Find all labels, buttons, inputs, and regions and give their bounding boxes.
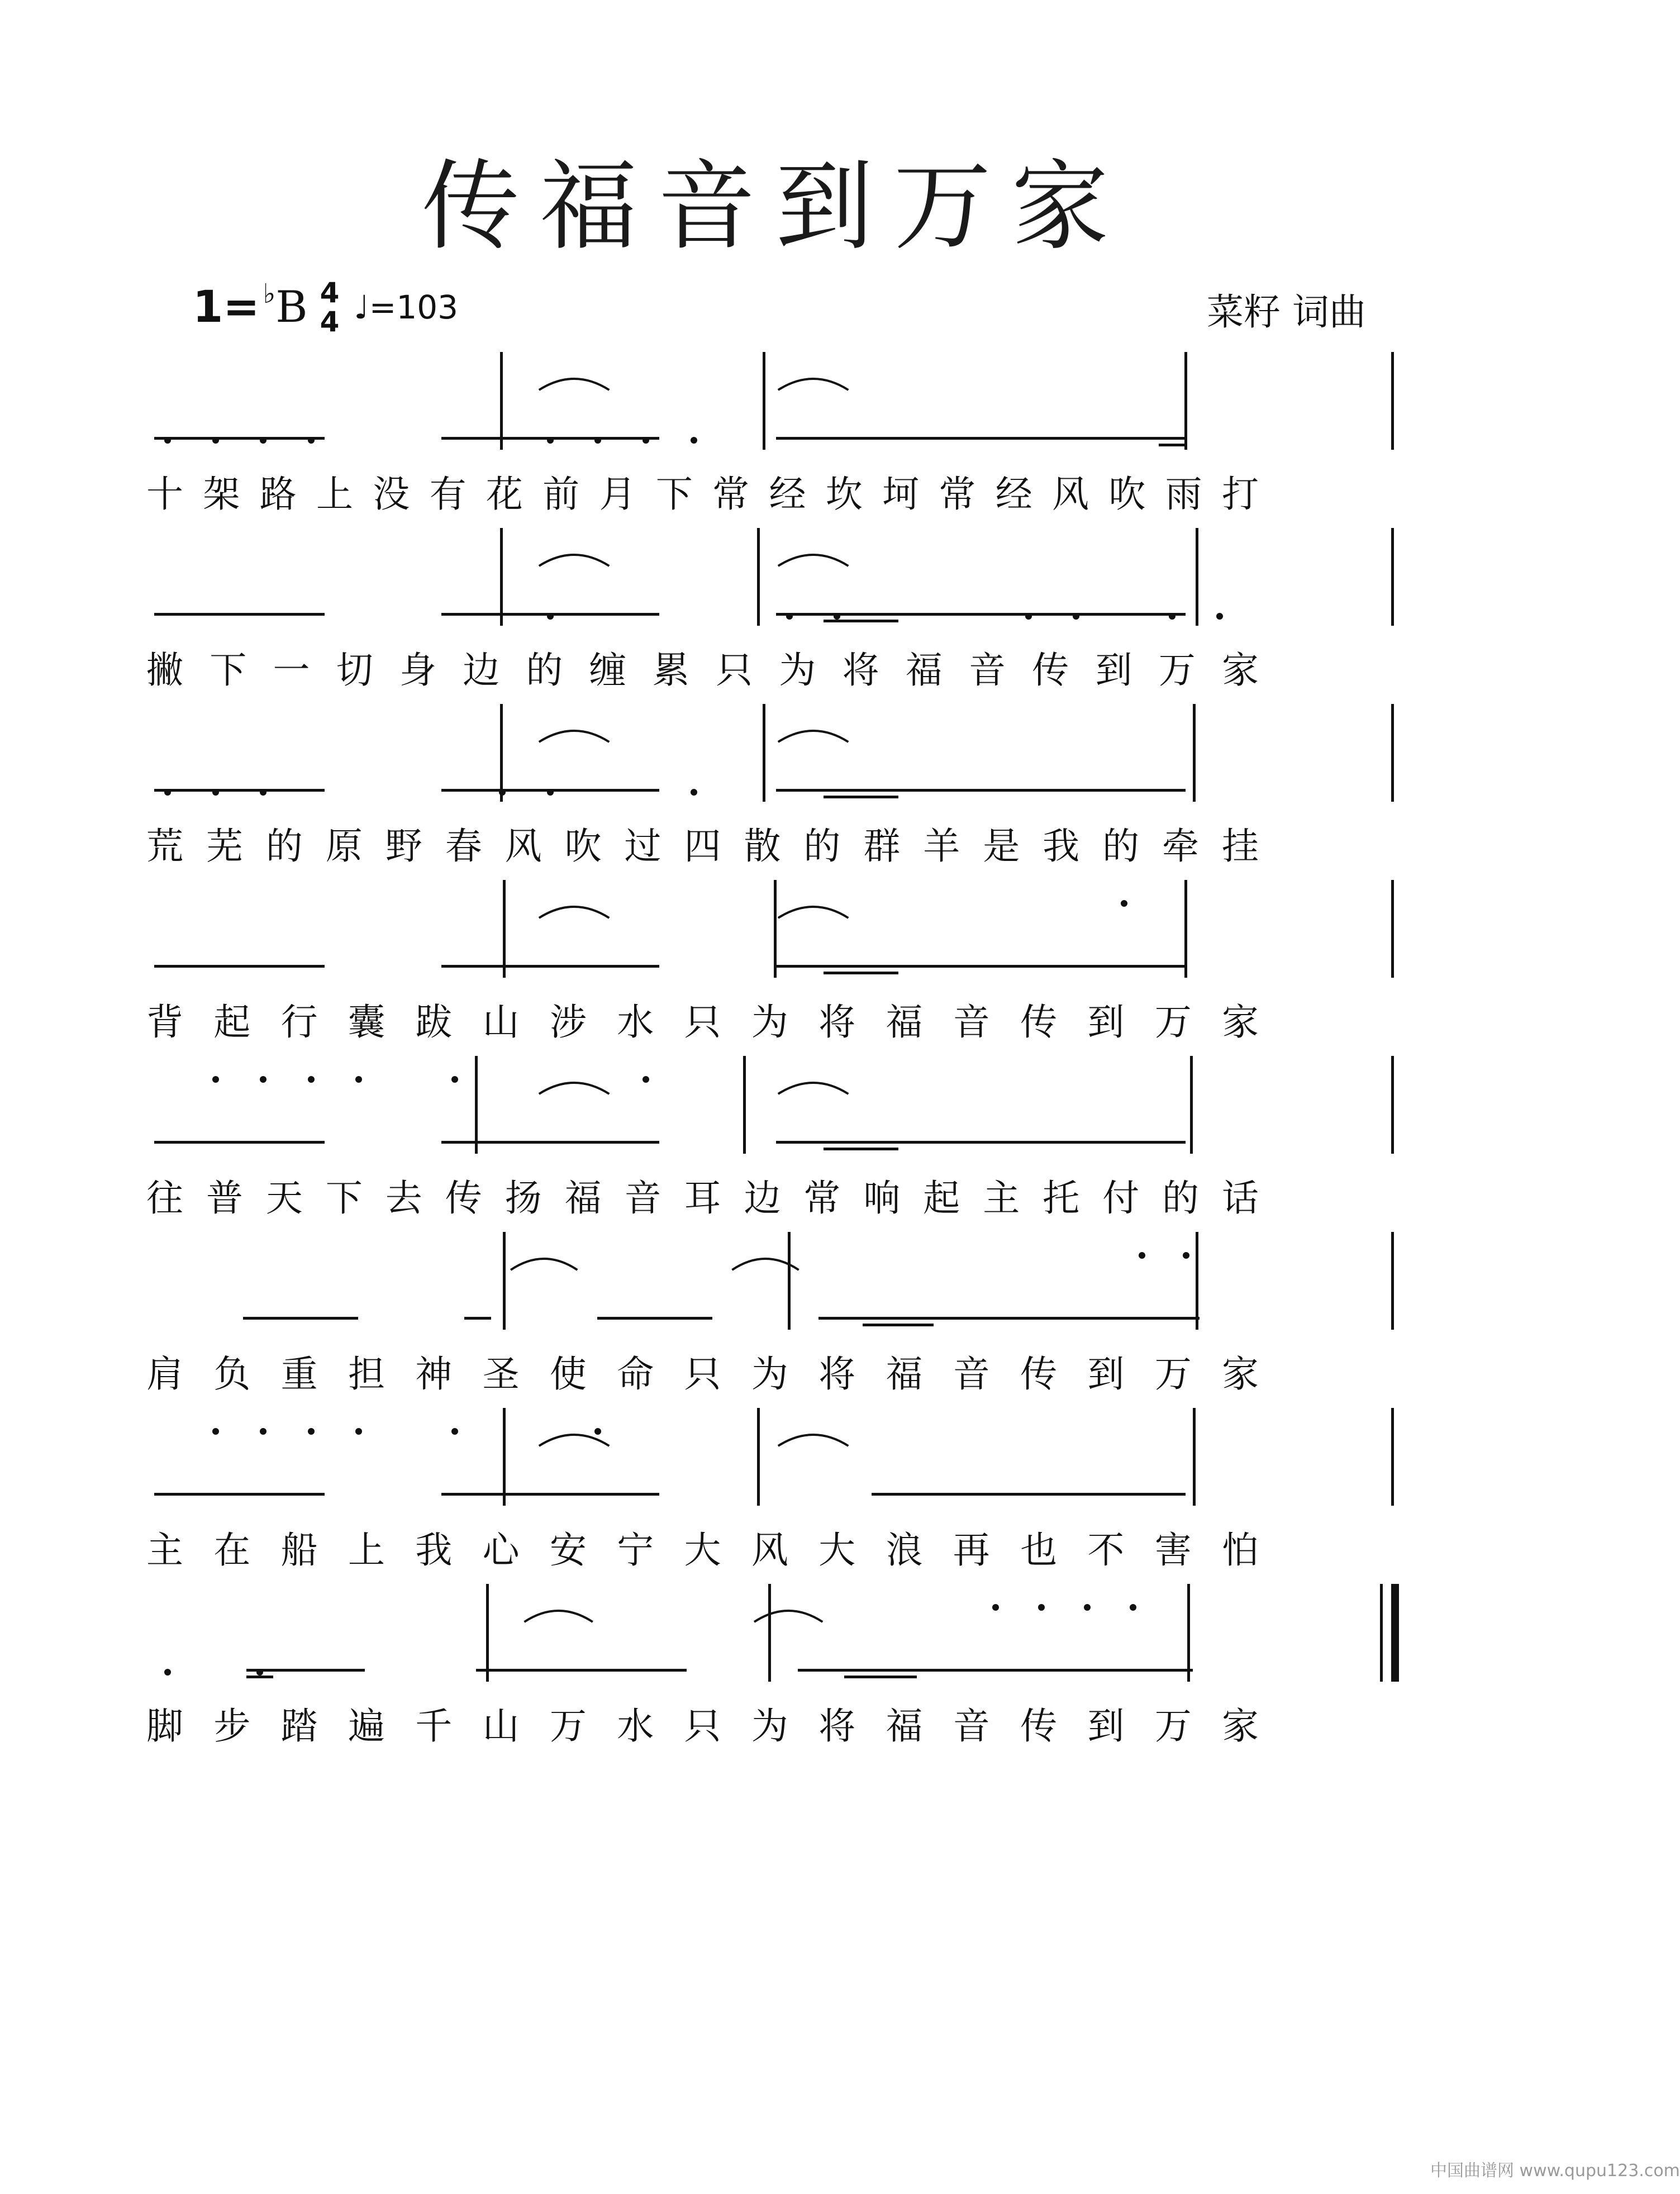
- lyric-char: 散: [744, 825, 781, 868]
- tempo-mark: ♩=103: [354, 288, 459, 326]
- time-signature: [320, 278, 340, 336]
- beam-underline-2: [824, 620, 898, 622]
- beam-underline: [776, 789, 1186, 792]
- lyric-char: 水: [617, 1705, 654, 1748]
- lyric-char: 四: [684, 825, 721, 868]
- lyric-char: 牵: [1162, 825, 1200, 868]
- lyric-char: 野: [385, 825, 422, 868]
- lyric-char: 风: [505, 825, 542, 868]
- low-octave-dot: [691, 437, 697, 444]
- lyric-char: 主: [146, 1529, 183, 1572]
- lyric-char: 山: [482, 1001, 520, 1044]
- slur: [778, 1435, 849, 1446]
- lyric-char: 我: [415, 1529, 453, 1572]
- key-label: 1=: [193, 282, 260, 332]
- low-octave-dot: [1216, 613, 1223, 620]
- lyric-char: 去: [385, 1177, 422, 1220]
- low-octave-dot: [164, 1669, 171, 1676]
- beam-underline: [246, 1669, 365, 1672]
- lyric-char: 托: [1043, 1177, 1080, 1220]
- beam-underline: [597, 1317, 713, 1320]
- lyric-char: 跋: [415, 1001, 453, 1044]
- lyric-char: 起: [213, 1001, 251, 1044]
- slur-marks: [0, 890, 1551, 924]
- lyric-char: 命: [617, 1353, 654, 1396]
- lyric-char: 传: [1032, 649, 1069, 692]
- lyric-char: 福: [564, 1177, 602, 1220]
- note-row: [0, 555, 1551, 639]
- lyric-char: 雨: [1165, 473, 1202, 516]
- lyric-char: 切: [336, 649, 373, 692]
- lyric-char: 往: [146, 1177, 183, 1220]
- song-title: 传福音到万家: [422, 150, 1129, 264]
- lyric-char: 福: [886, 1353, 923, 1396]
- slur-marks: [0, 1066, 1551, 1100]
- lyric-char: 大: [684, 1529, 721, 1572]
- lyric-char: 万: [1154, 1353, 1192, 1396]
- beam-underline: [818, 1317, 1200, 1320]
- beam-underline-2: [824, 1148, 898, 1150]
- lyric-char: 上: [316, 473, 353, 516]
- beam-underline-2: [824, 972, 898, 974]
- lyric-char: 天: [265, 1177, 303, 1220]
- lyric-char: 再: [953, 1529, 990, 1572]
- lyric-char: 传: [1020, 1353, 1058, 1396]
- beam-underline: [798, 1669, 1192, 1672]
- score-line: [0, 358, 1551, 525]
- lyric-char: 福: [886, 1001, 923, 1044]
- slur: [778, 731, 849, 742]
- lyric-char: 到: [1087, 1001, 1125, 1044]
- lyric-char: 将: [818, 1001, 856, 1044]
- lyric-char: 心: [482, 1529, 520, 1572]
- lyric-char: 负: [213, 1353, 251, 1396]
- lyric-char: 山: [482, 1705, 520, 1748]
- lyric-char: 边: [744, 1177, 781, 1220]
- lyric-char: 常: [939, 473, 976, 516]
- lyric-char: 的: [265, 825, 303, 868]
- lyric-char: 为: [779, 649, 816, 692]
- lyric-char: 只: [684, 1001, 721, 1044]
- slur: [778, 555, 849, 566]
- lyric-char: 涉: [549, 1001, 587, 1044]
- lyric-char: 宁: [617, 1529, 654, 1572]
- time-top: 4: [320, 277, 340, 309]
- note-row: [0, 1083, 1551, 1167]
- lyric-char: 将: [818, 1705, 856, 1748]
- lyric-char: 浪: [886, 1529, 923, 1572]
- beam-underline: [154, 789, 325, 792]
- lyric-char: 吹: [564, 825, 602, 868]
- lyric-char: 是: [983, 825, 1020, 868]
- note-row: [0, 379, 1551, 463]
- slur: [539, 555, 610, 566]
- lyric-char: 上: [348, 1529, 385, 1572]
- score-line: [0, 1589, 1551, 1757]
- lyric-char: 在: [213, 1529, 251, 1572]
- note-row: [0, 907, 1551, 991]
- lyric-char: 千: [415, 1705, 453, 1748]
- slur: [539, 1083, 610, 1094]
- lyric-char: 遍: [348, 1705, 385, 1748]
- lyric-char: 坷: [882, 473, 920, 516]
- lyric-char: 将: [842, 649, 879, 692]
- lyric-char: 踏: [280, 1705, 318, 1748]
- lyric-char: 羊: [923, 825, 960, 868]
- beam-underline: [154, 437, 325, 440]
- key-name: B: [275, 282, 308, 332]
- score-line: [0, 1414, 1551, 1581]
- lyric-char: 到: [1087, 1353, 1125, 1396]
- slur: [778, 1083, 849, 1094]
- lyric-char: 为: [751, 1705, 788, 1748]
- lyric-char: 前: [542, 473, 580, 516]
- lyric-char: 普: [206, 1177, 243, 1220]
- beam-underline: [776, 965, 1186, 968]
- slur-marks: [0, 1242, 1551, 1276]
- score-line: [0, 1062, 1551, 1229]
- lyric-char: 原: [325, 825, 363, 868]
- lyric-char: 万: [549, 1705, 587, 1748]
- lyric-char: 吹: [1108, 473, 1146, 516]
- lyric-char: 到: [1095, 649, 1132, 692]
- lyric-char: 家: [1222, 1353, 1259, 1396]
- lyric-char: 传: [1020, 1705, 1058, 1748]
- lyric-char: 万: [1154, 1705, 1192, 1748]
- lyric-char: 福: [905, 649, 943, 692]
- slur: [732, 1259, 798, 1270]
- beam-underline: [441, 613, 659, 616]
- lyric-char: 囊: [348, 1001, 385, 1044]
- lyric-char: 背: [146, 1001, 183, 1044]
- lyric-char: 累: [652, 649, 689, 692]
- lyric-char: 只: [684, 1353, 721, 1396]
- low-octave-dot: [691, 789, 697, 796]
- lyric-char: 安: [549, 1529, 587, 1572]
- slur: [778, 379, 849, 390]
- lyric-char: 到: [1087, 1705, 1125, 1748]
- beam-underline: [243, 1317, 359, 1320]
- lyric-char: 音: [624, 1177, 661, 1220]
- lyric-char: 挂: [1222, 825, 1259, 868]
- lyric-char: 路: [259, 473, 297, 516]
- beam-underline: [476, 1669, 687, 1672]
- lyric-char: 家: [1222, 1001, 1259, 1044]
- lyric-char: 的: [526, 649, 563, 692]
- lyric-char: 水: [617, 1001, 654, 1044]
- score-line: [0, 1238, 1551, 1405]
- lyric-char: 只: [716, 649, 753, 692]
- score-line: [0, 534, 1551, 701]
- lyric-char: 经: [769, 473, 806, 516]
- slur-marks: [0, 362, 1551, 396]
- composer-credit: 菜籽 词曲: [1207, 291, 1366, 334]
- lyric-char: 一: [273, 649, 310, 692]
- lyric-char: 过: [624, 825, 661, 868]
- slur: [524, 1611, 592, 1622]
- lyric-char: 大: [818, 1529, 856, 1572]
- lyric-char: 打: [1222, 473, 1259, 516]
- beam-underline: [776, 1141, 1186, 1144]
- lyric-char: 万: [1154, 1001, 1192, 1044]
- beam-underline-2: [844, 1676, 917, 1678]
- lyric-char: 万: [1158, 649, 1196, 692]
- lyric-char: 肩: [146, 1353, 183, 1396]
- note-row: [0, 1611, 1551, 1695]
- lyric-char: 身: [399, 649, 436, 692]
- lyric-char: 只: [684, 1705, 721, 1748]
- lyric-char: 经: [995, 473, 1032, 516]
- lyric-char: 音: [953, 1353, 990, 1396]
- lyric-char: 话: [1222, 1177, 1259, 1220]
- lyric-char: 福: [886, 1705, 923, 1748]
- lyric-char: 也: [1020, 1529, 1058, 1572]
- beam-underline: [464, 1317, 491, 1320]
- lyric-char: 春: [445, 825, 482, 868]
- lyric-char: 下: [210, 649, 247, 692]
- beam-underline-2: [246, 1676, 273, 1678]
- lyric-char: 架: [203, 473, 240, 516]
- lyric-char: 起: [923, 1177, 960, 1220]
- lyric-char: 群: [863, 825, 901, 868]
- lyric-char: 使: [549, 1353, 587, 1396]
- key-signature: [193, 274, 458, 341]
- flat-icon: ♭: [263, 278, 276, 310]
- lyric-char: 传: [1020, 1001, 1058, 1044]
- lyric-char: 付: [1102, 1177, 1140, 1220]
- beam-underline: [776, 437, 1186, 440]
- lyric-char: 神: [415, 1353, 453, 1396]
- slur: [778, 907, 849, 918]
- lyric-char: 的: [1162, 1177, 1200, 1220]
- beam-underline: [154, 613, 325, 616]
- lyric-char: 船: [280, 1529, 318, 1572]
- lyric-char: 圣: [482, 1353, 520, 1396]
- lyric-char: 害: [1154, 1529, 1192, 1572]
- lyric-char: 传: [445, 1177, 482, 1220]
- slur-marks: [0, 1594, 1551, 1627]
- beam-underline-2: [1159, 444, 1186, 446]
- lyric-char: 下: [325, 1177, 363, 1220]
- note-row: [0, 1259, 1551, 1343]
- lyric-char: 花: [486, 473, 523, 516]
- lyric-char: 常: [712, 473, 750, 516]
- beam-underline: [154, 1141, 325, 1144]
- lyric-char: 撇: [146, 649, 183, 692]
- lyric-char: 为: [751, 1353, 788, 1396]
- lyric-char: 将: [818, 1353, 856, 1396]
- slur: [511, 1259, 577, 1270]
- beam-underline: [441, 789, 659, 792]
- lyric-char: 步: [213, 1705, 251, 1748]
- lyric-char: 有: [429, 473, 467, 516]
- lyric-char: 荒: [146, 825, 183, 868]
- beam-underline: [776, 613, 1186, 616]
- lyric-char: 行: [280, 1001, 318, 1044]
- note-row: [0, 731, 1551, 815]
- lyric-char: 家: [1222, 1705, 1259, 1748]
- site-watermark: 中国曲谱网 www.qupu123.com: [1430, 2161, 1680, 2181]
- lyric-char: 耳: [684, 1177, 721, 1220]
- lyric-char: 缠: [589, 649, 626, 692]
- slur-marks: [0, 714, 1551, 748]
- slur-marks: [0, 1418, 1551, 1451]
- lyric-char: 的: [803, 825, 841, 868]
- lyric-char: 担: [348, 1353, 385, 1396]
- lyric-char: 脚: [146, 1705, 183, 1748]
- lyric-char: 主: [983, 1177, 1020, 1220]
- slur: [539, 907, 610, 918]
- lyric-char: 的: [1102, 825, 1140, 868]
- score-line: [0, 886, 1551, 1053]
- lyric-char: 边: [463, 649, 500, 692]
- beam-underline: [154, 965, 325, 968]
- score-line: [0, 710, 1551, 877]
- lyric-char: 风: [751, 1529, 788, 1572]
- lyric-char: 坎: [825, 473, 863, 516]
- lyric-char: 家: [1222, 649, 1259, 692]
- beam-underline-2: [824, 796, 898, 798]
- slur: [539, 731, 610, 742]
- note-row: [0, 1435, 1551, 1519]
- lyric-char: 音: [953, 1705, 990, 1748]
- slur: [539, 1435, 610, 1446]
- lyric-char: 常: [803, 1177, 841, 1220]
- lyric-char: 不: [1087, 1529, 1125, 1572]
- lyric-char: 重: [280, 1353, 318, 1396]
- slur: [754, 1611, 822, 1622]
- lyric-char: 响: [863, 1177, 901, 1220]
- beam-underline: [441, 965, 659, 968]
- lyric-char: 音: [953, 1001, 990, 1044]
- lyric-char: 音: [969, 649, 1006, 692]
- lyric-char: 芜: [206, 825, 243, 868]
- slur: [539, 379, 610, 390]
- beam-underline: [441, 1493, 659, 1496]
- beam-underline-2: [863, 1324, 934, 1326]
- time-bottom: 4: [320, 306, 340, 338]
- lyric-char: 我: [1043, 825, 1080, 868]
- lyric-char: 扬: [505, 1177, 542, 1220]
- beam-underline: [872, 1493, 1186, 1496]
- beam-underline: [441, 1141, 659, 1144]
- beam-underline: [154, 1493, 325, 1496]
- slur-marks: [0, 538, 1551, 572]
- lyric-char: 下: [655, 473, 693, 516]
- lyric-char: 为: [751, 1001, 788, 1044]
- lyric-char: 风: [1052, 473, 1089, 516]
- lyric-char: 没: [373, 473, 410, 516]
- lyric-char: 怕: [1222, 1529, 1259, 1572]
- lyric-char: 月: [599, 473, 636, 516]
- lyric-char: 十: [146, 473, 183, 516]
- beam-underline: [441, 437, 659, 440]
